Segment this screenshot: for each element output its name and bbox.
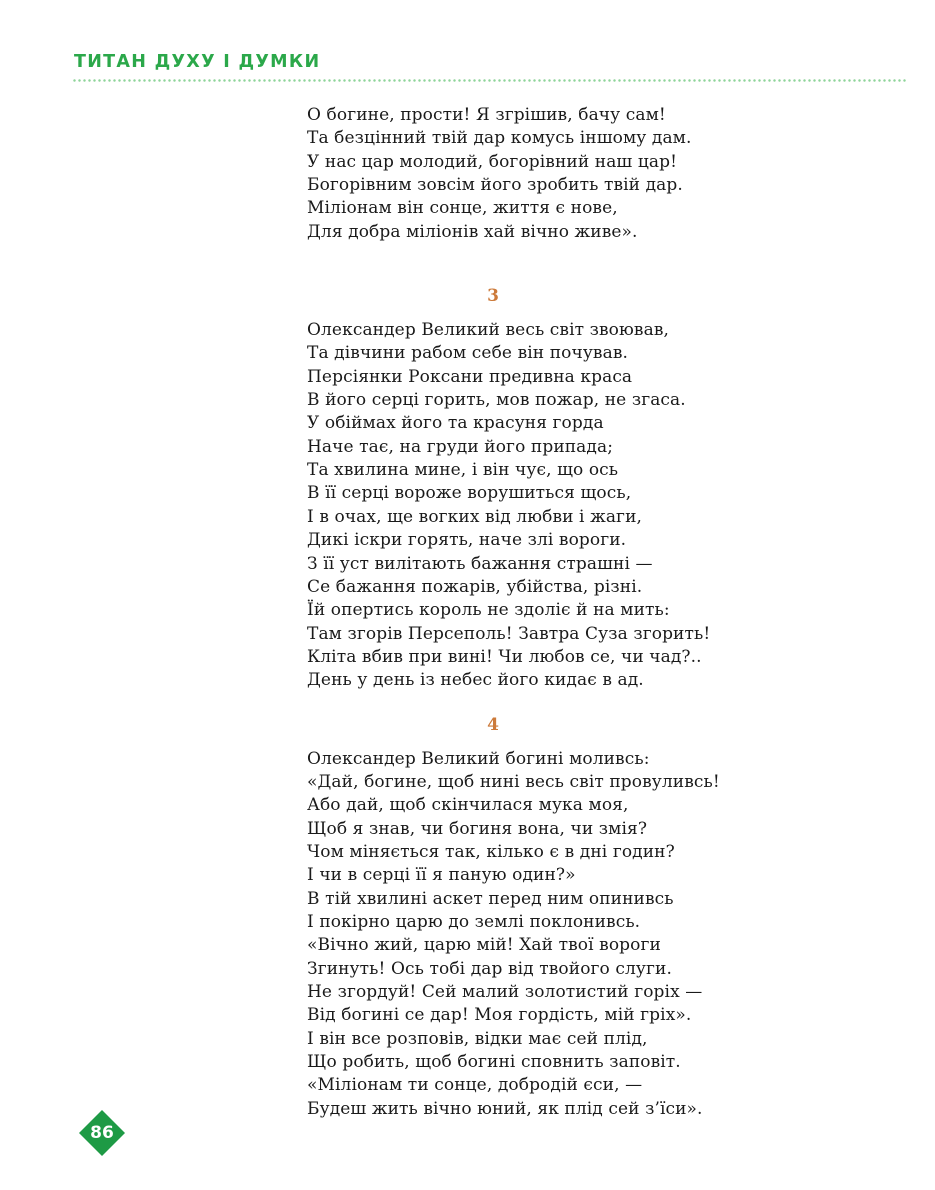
poem-line: Чом міняється так, кілько є в дні годин? [307,841,675,862]
poem-line: «Міліонам ти сонце, добродій єси, — [307,1075,643,1096]
poem-line: Там згорів Персеполь! Завтра Суза згорить! [307,623,711,644]
poem-line: Се бажання пожарів, убійства, різні. [307,576,643,597]
poem-line: У обіймах його та красуня горда [307,413,604,434]
poem-body [307,104,867,1121]
poem-line: Не згордуй! Сей малий золотистий горіх — [307,982,703,1002]
poem-line: Їй опертись король не здоліє й на мить: [307,600,670,621]
poem-line: Кліта вбив при вині! Чи любов се, чи чад?.. [307,646,702,667]
poem-line: Для добра міліонів хай вічно живе». [307,221,638,242]
poem-line: Що робить, щоб богині сповнить заповіт. [307,1052,681,1073]
poem-line: Персіянки Роксани предивна краса [307,366,633,387]
poem-line: Та хвилина мине, і він чує, що ось [307,460,619,481]
poem-line: Та дівчини рабом себе він почував. [307,343,629,364]
stanza-section-4 [307,748,867,1122]
poem-line: Богорівним зовсім його зробить твій дар. [307,175,683,196]
stanza-section-3 [307,319,867,693]
poem-line: «Вічно жий, царю мій! Хай твої вороги [307,935,661,956]
poem-line: День у день із небес його кидає в ад. [307,670,644,691]
poem-line: Дикі іскри горять, наче злі вороги. [307,530,627,551]
poem-line: Щоб я знав, чи богиня вона, чи змія? [307,818,648,839]
poem-line: Олександер Великий весь світ звоював, [307,320,670,341]
poem-line: Та безцінний твій дар комусь іншому дам. [307,128,692,149]
poem-line: Міліонам він сонце, життя є нове, [307,198,618,219]
running-head-title: ТИТАН ДУХУ І ДУМКИ [74,52,321,72]
poem-line: В його серці горить, мов пожар, не згаса. [307,390,686,411]
poem-line: О богине, прости! Я згрішив, бачу сам! [307,105,666,125]
poem-line: Згинуть! Ось тобі дар від твойого слуги. [307,958,672,979]
poem-line: Олександер Великий богині моливсь: [307,748,650,769]
page-number-badge [78,1109,126,1157]
poem-line: В її серці вороже ворушиться щось, [307,483,632,504]
poem-line: «Дай, богине, щоб нині весь світ провуливсь! [307,771,720,792]
poem-line: В тій хвилині аскет перед ним опинивсь [307,888,674,909]
dotted-divider [72,79,906,82]
page-number: 86 [90,1123,114,1143]
poem-line: Від богині се дар! Моя гордість, мій гріх». [307,1005,692,1026]
poem-line: І покірно царю до землі поклонивсь. [307,911,641,932]
poem-line: Або дай, щоб скінчилася мука моя, [307,795,629,816]
poem-line: З її уст вилітають бажання страшні — [307,553,653,574]
poem-line: І чи в серці її я паную один?» [307,865,576,886]
stanza-intro [307,104,867,244]
poem-line: І він все розповів, відки має сей плід, [307,1028,648,1049]
poem-line: Будеш жить вічно юний, як плід сей з’їси». [307,1098,703,1119]
poem-line: Наче тає, на груди його припада; [307,436,614,457]
section-number-4: 4 [487,714,499,735]
poem-line: У нас цар молодий, богорівний наш цар! [307,151,678,172]
poem-line: І в очах, ще вогких від любви і жаги, [307,506,643,527]
section-number-3: 3 [487,286,499,307]
